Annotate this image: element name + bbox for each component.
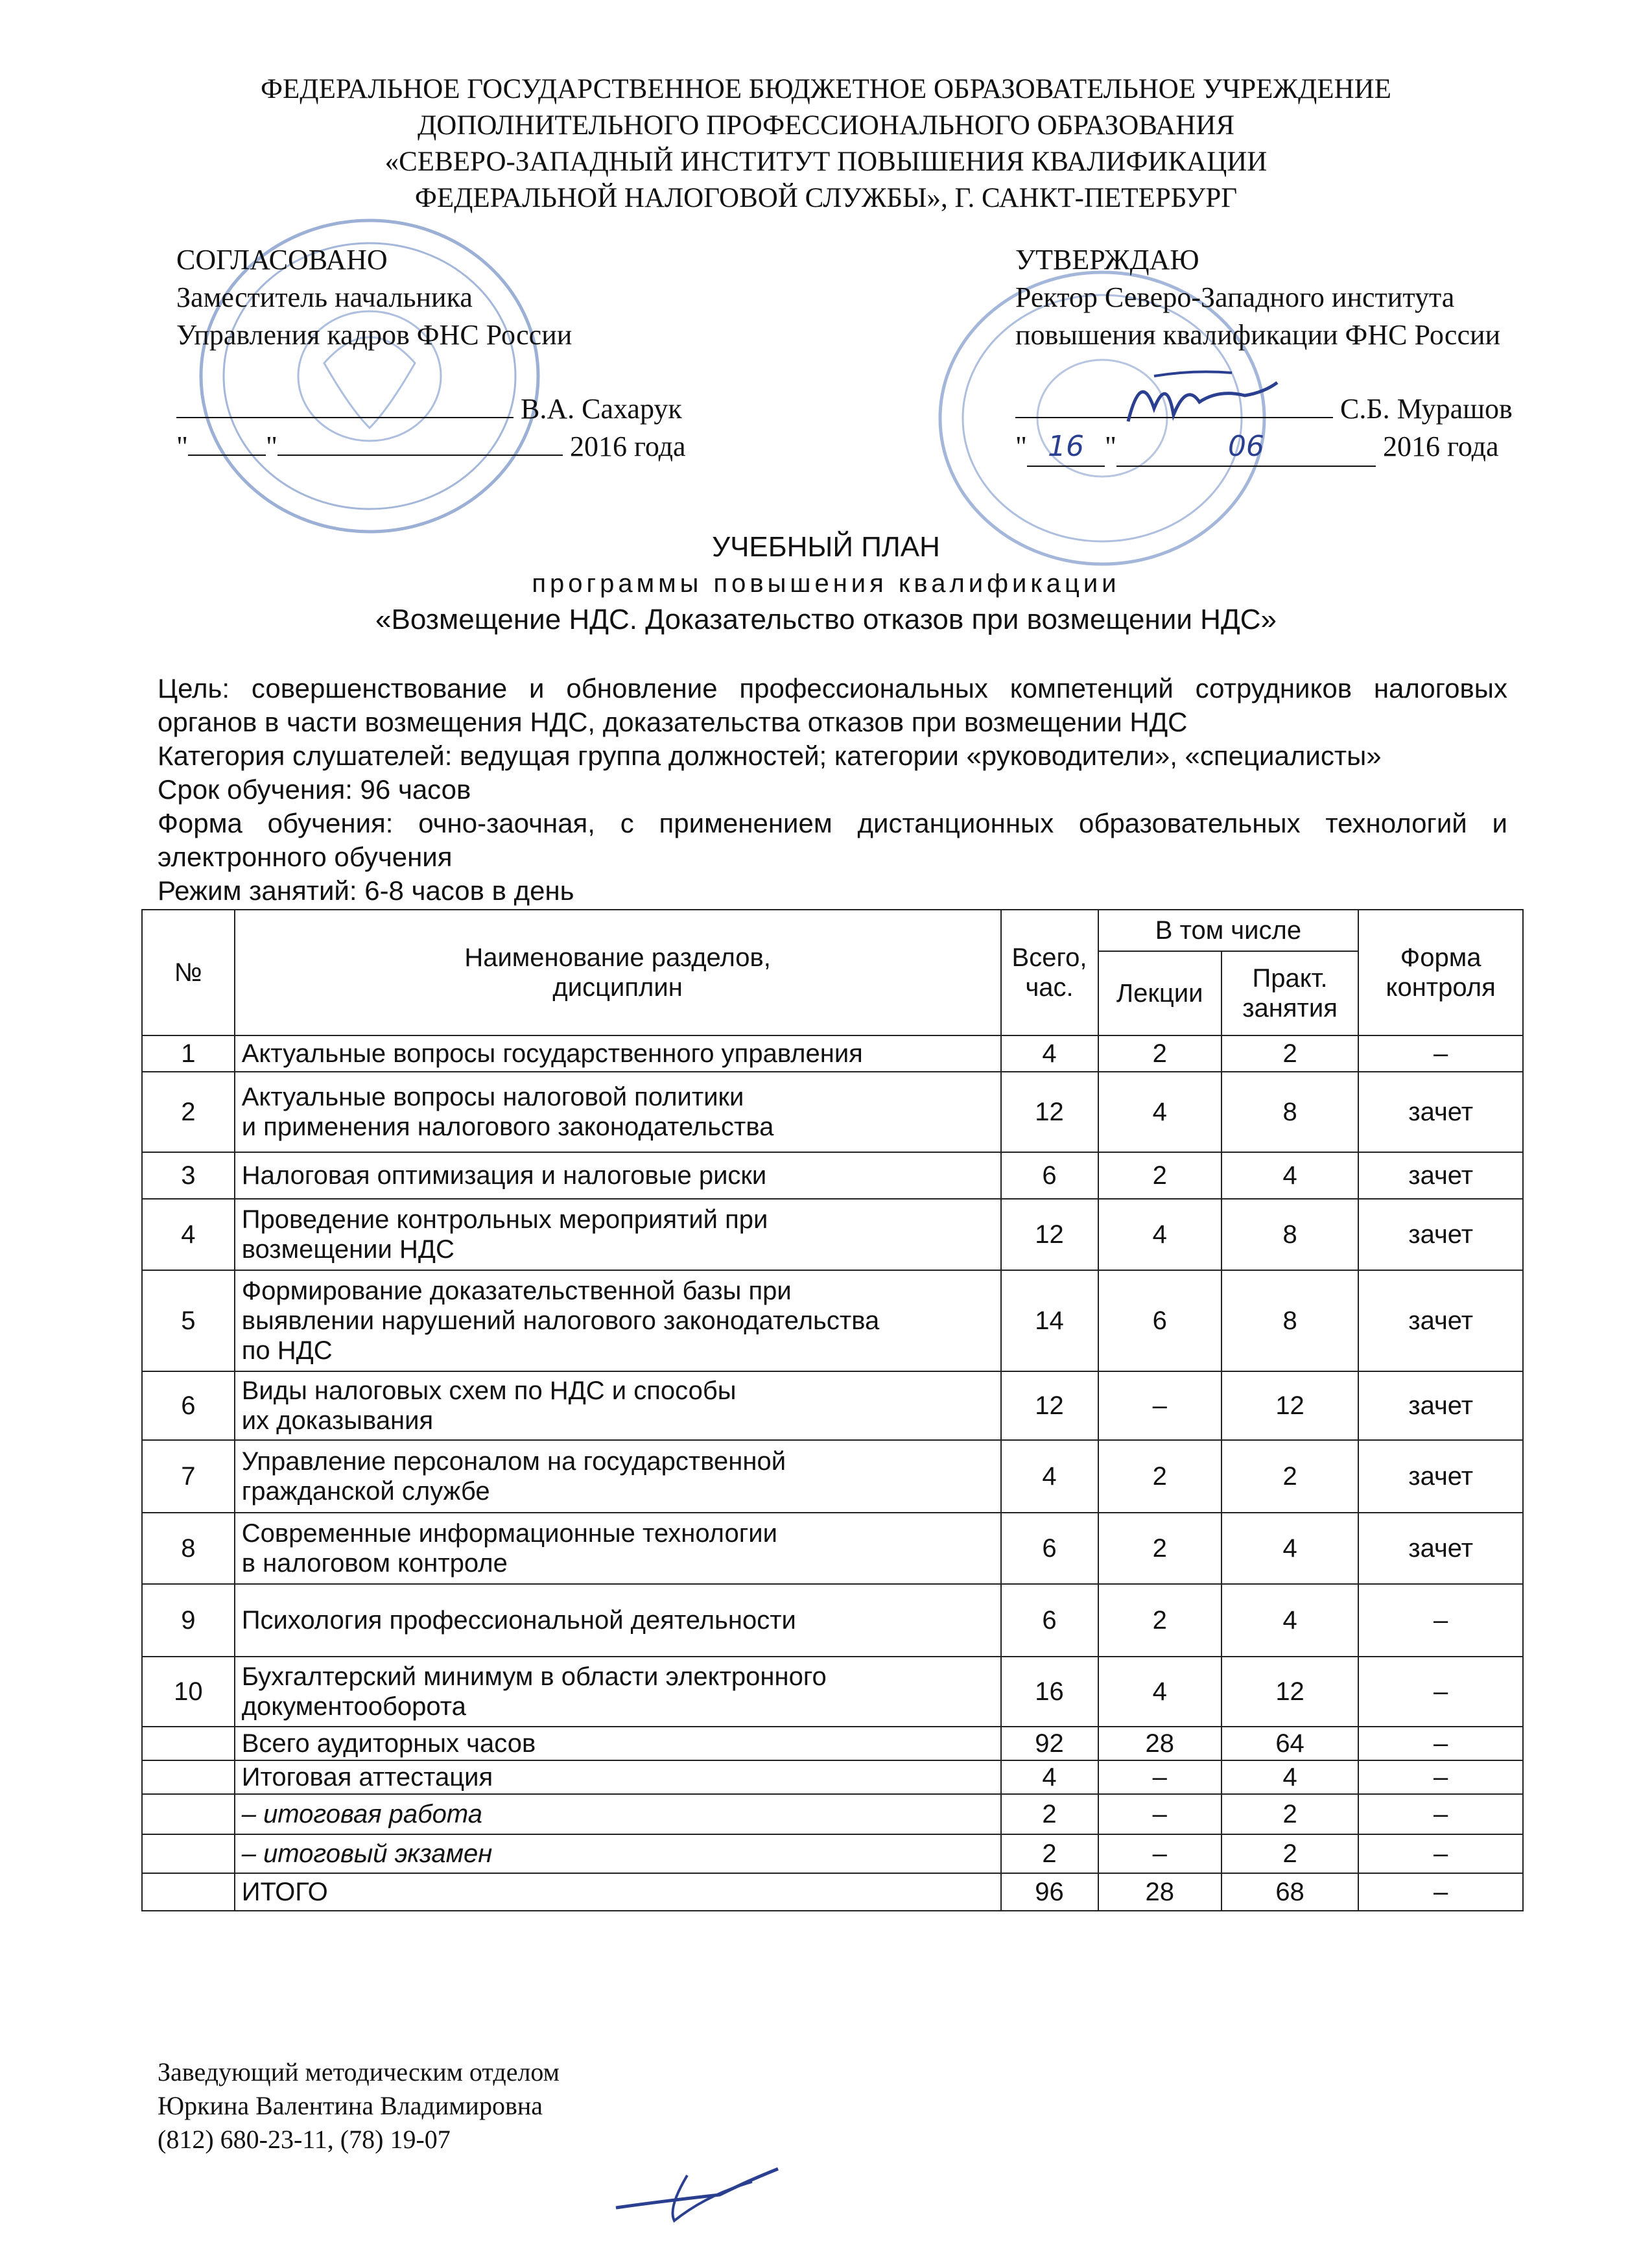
approval-right-position-1: Ректор Северо-Западного института xyxy=(1015,281,1455,313)
program-duration: Срок обучения: 96 часов xyxy=(158,774,471,805)
row-name: – итоговая работа xyxy=(235,1794,1001,1834)
row-name: ИТОГО xyxy=(235,1873,1001,1911)
row-lectures: 6 xyxy=(1098,1270,1221,1371)
approval-left-position-2: Управления кадров ФНС России xyxy=(176,319,572,351)
footer-phone: (812) 680-23-11, (78) 19-07 xyxy=(158,2125,451,2154)
program-description xyxy=(158,672,1507,908)
row-control: – xyxy=(1358,1584,1523,1657)
column-header-control: Форма контроля xyxy=(1358,910,1523,1035)
row-num xyxy=(142,1834,235,1873)
row-name: Актуальные вопросы налоговой политики и применения налогового законодательства xyxy=(235,1072,1001,1152)
footer-name: Юркина Валентина Владимировна xyxy=(158,2091,543,2120)
row-practice: 2 xyxy=(1221,1440,1358,1513)
row-control: – xyxy=(1358,1657,1523,1727)
approval-left-position-1: Заместитель начальника xyxy=(176,281,473,313)
row-num: 10 xyxy=(142,1657,235,1727)
row-name: Итоговая аттестация xyxy=(235,1760,1001,1794)
row-lectures: – xyxy=(1098,1371,1221,1440)
approval-right-month: 06 xyxy=(1116,428,1376,467)
approval-left-signature-line xyxy=(176,390,682,428)
row-lectures: 2 xyxy=(1098,1152,1221,1199)
row-name: Налоговая оптимизация и налоговые риски xyxy=(235,1152,1001,1199)
plan-title-block xyxy=(0,529,1652,638)
row-total: 4 xyxy=(1001,1440,1098,1513)
date-quote-open: " xyxy=(176,431,188,462)
row-lectures: 4 xyxy=(1098,1072,1221,1152)
row-practice: 2 xyxy=(1221,1834,1358,1873)
row-practice: 2 xyxy=(1221,1035,1358,1072)
row-num: 6 xyxy=(142,1371,235,1440)
header-line-1: ФЕДЕРАЛЬНОЕ ГОСУДАРСТВЕННОЕ БЮДЖЕТНОЕ ОБРАЗОВАТЕЛЬНОЕ УЧРЕЖДЕНИЕ xyxy=(261,74,1391,104)
column-header-name: Наименование разделов, дисциплин xyxy=(235,910,1001,1035)
row-lectures: 2 xyxy=(1098,1440,1221,1513)
rector-signature-icon xyxy=(1115,363,1284,438)
row-lectures: – xyxy=(1098,1760,1221,1794)
plan-title: УЧЕБНЫЙ ПЛАН xyxy=(712,531,940,563)
row-practice: 8 xyxy=(1221,1270,1358,1371)
program-goal: Цель: совершенствование и обновление профессиональных компетенций сотрудников налоговых органов в части возмещения НДС, доказательства отказов при возмещении НДС xyxy=(158,673,1507,737)
row-practice: 64 xyxy=(1221,1727,1358,1760)
header-line-4: ФЕДЕРАЛЬНОЙ НАЛОГОВОЙ СЛУЖБЫ», Г. САНКТ-ПЕТЕРБУРГ xyxy=(414,183,1238,213)
approval-left xyxy=(176,241,572,354)
row-name: Всего аудиторных часов xyxy=(235,1727,1001,1760)
row-control: зачет xyxy=(1358,1440,1523,1513)
row-num xyxy=(142,1727,235,1760)
approval-left-title: СОГЛАСОВАНО xyxy=(176,244,388,276)
institution-header xyxy=(0,71,1652,217)
approval-right-name: С.Б. Мурашов xyxy=(1340,393,1513,425)
row-name: Виды налоговых схем по НДС и способы их доказывания xyxy=(235,1371,1001,1440)
row-lectures: 28 xyxy=(1098,1873,1221,1911)
row-control: – xyxy=(1358,1834,1523,1873)
row-practice: 2 xyxy=(1221,1794,1358,1834)
row-control: зачет xyxy=(1358,1270,1523,1371)
row-control: зачет xyxy=(1358,1152,1523,1199)
row-practice: 12 xyxy=(1221,1371,1358,1440)
approval-right xyxy=(1015,241,1500,354)
row-total: 6 xyxy=(1001,1584,1098,1657)
row-total: 12 xyxy=(1001,1072,1098,1152)
row-total: 2 xyxy=(1001,1834,1098,1873)
date-quote-close: " xyxy=(265,431,277,462)
row-num: 8 xyxy=(142,1513,235,1584)
table-row-grand-total xyxy=(142,1873,1523,1911)
table-row xyxy=(142,1513,1523,1584)
approval-right-title: УТВЕРЖДАЮ xyxy=(1015,244,1199,276)
row-lectures: 4 xyxy=(1098,1657,1221,1727)
row-name: Бухгалтерский минимум в области электронного документооборота xyxy=(235,1657,1001,1727)
table-row xyxy=(142,1072,1523,1152)
row-lectures: 2 xyxy=(1098,1035,1221,1072)
row-practice: 12 xyxy=(1221,1657,1358,1727)
row-total: 12 xyxy=(1001,1371,1098,1440)
row-total: 16 xyxy=(1001,1657,1098,1727)
row-control: зачет xyxy=(1358,1199,1523,1270)
table-row xyxy=(142,1371,1523,1440)
footer-position: Заведующий методическим отделом xyxy=(158,2057,560,2086)
approval-right-day: 16 xyxy=(1027,428,1105,467)
row-control: зачет xyxy=(1358,1513,1523,1584)
row-lectures: – xyxy=(1098,1794,1221,1834)
approval-right-date: " 16 " 06 2016 года xyxy=(1015,428,1499,467)
row-name: Проведение контрольных мероприятий при возмещении НДС xyxy=(235,1199,1001,1270)
row-practice: 4 xyxy=(1221,1584,1358,1657)
row-practice: 4 xyxy=(1221,1760,1358,1794)
row-practice: 68 xyxy=(1221,1873,1358,1911)
header-line-2: ДОПОЛНИТЕЛЬНОГО ПРОФЕССИОНАЛЬНОГО ОБРАЗОВАНИЯ xyxy=(417,110,1235,141)
row-control: – xyxy=(1358,1873,1523,1911)
row-total: 2 xyxy=(1001,1794,1098,1834)
row-name: Управление персоналом на государственной гражданской службе xyxy=(235,1440,1001,1513)
row-name: Психология профессиональной деятельности xyxy=(235,1584,1001,1657)
row-control: – xyxy=(1358,1035,1523,1072)
curriculum-table xyxy=(141,909,1524,1911)
row-control: зачет xyxy=(1358,1371,1523,1440)
row-num: 1 xyxy=(142,1035,235,1072)
row-num: 4 xyxy=(142,1199,235,1270)
row-control: – xyxy=(1358,1760,1523,1794)
row-num: 5 xyxy=(142,1270,235,1371)
row-practice: 8 xyxy=(1221,1072,1358,1152)
row-lectures: 28 xyxy=(1098,1727,1221,1760)
row-num: 9 xyxy=(142,1584,235,1657)
table-row xyxy=(142,1584,1523,1657)
row-total: 4 xyxy=(1001,1035,1098,1072)
row-num: 7 xyxy=(142,1440,235,1513)
table-row-attestation xyxy=(142,1760,1523,1794)
table-row-final-exam xyxy=(142,1834,1523,1873)
program-form: Форма обучения: очно-заочная, с применением дистанционных образовательных технологий и электронного обучения xyxy=(158,808,1507,872)
row-total: 6 xyxy=(1001,1513,1098,1584)
table-row xyxy=(142,1152,1523,1199)
row-name: Формирование доказательственной базы при выявлении нарушений налогового законодательства по НДС xyxy=(235,1270,1001,1371)
row-lectures: 2 xyxy=(1098,1584,1221,1657)
column-header-num: № xyxy=(142,910,235,1035)
table-row xyxy=(142,1270,1523,1371)
plan-subtitle: программы повышения квалификации xyxy=(532,569,1120,598)
program-category: Категория слушателей: ведущая группа должностей; категории «руководители», «специалисты» xyxy=(158,740,1382,771)
row-practice: 8 xyxy=(1221,1199,1358,1270)
row-total: 4 xyxy=(1001,1760,1098,1794)
row-num xyxy=(142,1794,235,1834)
approval-left-date xyxy=(176,428,686,466)
row-control: – xyxy=(1358,1727,1523,1760)
row-total: 96 xyxy=(1001,1873,1098,1911)
program-mode: Режим занятий: 6-8 часов в день xyxy=(158,875,574,906)
column-header-practice: Практ. занятия xyxy=(1221,951,1358,1035)
row-total: 6 xyxy=(1001,1152,1098,1199)
table-row xyxy=(142,1199,1523,1270)
table-row-final-work xyxy=(142,1794,1523,1834)
program-name: «Возмещение НДС. Доказательство отказов при возмещении НДС» xyxy=(375,604,1277,635)
approval-left-name: В.А. Сахарук xyxy=(521,393,682,425)
column-header-total: Всего, час. xyxy=(1001,910,1098,1035)
row-num: 2 xyxy=(142,1072,235,1152)
approval-left-year: 2016 года xyxy=(569,431,686,462)
row-name: Актуальные вопросы государственного управления xyxy=(235,1035,1001,1072)
table-row-total xyxy=(142,1727,1523,1760)
row-total: 92 xyxy=(1001,1727,1098,1760)
row-name: Современные информационные технологии в налоговом контроле xyxy=(235,1513,1001,1584)
row-practice: 4 xyxy=(1221,1513,1358,1584)
initials-signature-icon xyxy=(609,2156,804,2230)
row-control: зачет xyxy=(1358,1072,1523,1152)
row-lectures: – xyxy=(1098,1834,1221,1873)
approval-right-position-2: повышения квалификации ФНС России xyxy=(1015,319,1501,351)
row-num xyxy=(142,1760,235,1794)
row-total: 12 xyxy=(1001,1199,1098,1270)
row-num: 3 xyxy=(142,1152,235,1199)
row-practice: 4 xyxy=(1221,1152,1358,1199)
table-row xyxy=(142,1657,1523,1727)
approval-right-year: 2016 года xyxy=(1382,431,1499,462)
row-control: – xyxy=(1358,1794,1523,1834)
column-header-lectures: Лекции xyxy=(1098,951,1221,1035)
table-row xyxy=(142,1440,1523,1513)
row-lectures: 2 xyxy=(1098,1513,1221,1584)
column-header-including: В том числе xyxy=(1098,910,1359,951)
contact-footer xyxy=(158,2055,560,2157)
row-total: 14 xyxy=(1001,1270,1098,1371)
row-name: – итоговый экзамен xyxy=(235,1834,1001,1873)
header-line-3: «СЕВЕРО-ЗАПАДНЫЙ ИНСТИТУТ ПОВЫШЕНИЯ КВАЛИФИКАЦИИ xyxy=(384,147,1268,177)
row-lectures: 4 xyxy=(1098,1199,1221,1270)
table-row xyxy=(142,1035,1523,1072)
row-num xyxy=(142,1873,235,1911)
